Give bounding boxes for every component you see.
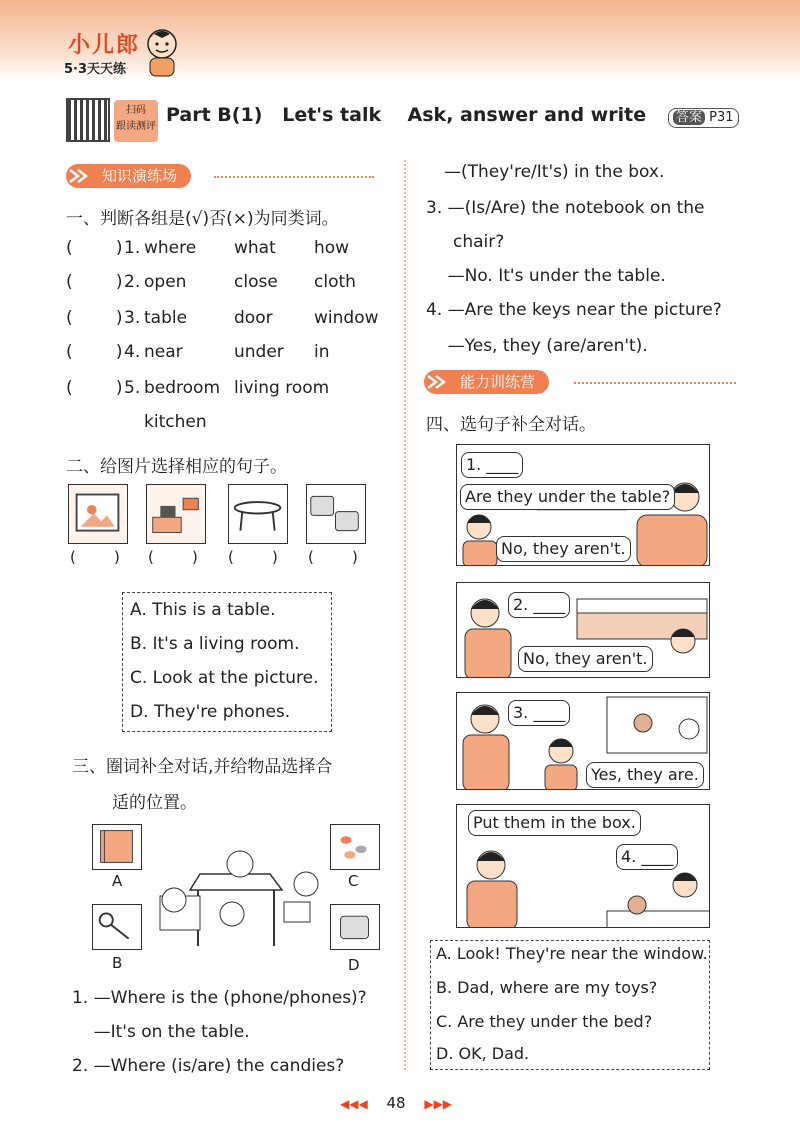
table-image xyxy=(228,484,288,544)
brand-subtitle: 5·3天天练 xyxy=(64,62,127,77)
q4-option-b: B. Dad, where are my toys? xyxy=(436,978,658,997)
q1-word: table xyxy=(144,308,188,328)
label-b: B xyxy=(112,954,123,972)
q3-title-line2: 适的位置。 xyxy=(112,793,197,813)
q1-word: cloth xyxy=(314,272,356,292)
q4-option-a: A. Look! They're near the window. xyxy=(436,944,708,963)
qr-code-icon[interactable] xyxy=(66,98,110,142)
q1-row5-continuation: kitchen xyxy=(144,412,207,432)
q3-item-3-cont: chair? xyxy=(426,232,505,252)
q1-title: 一、判断各组是(√)否(×)为同类词。 xyxy=(66,209,339,229)
q2-blank-2[interactable]: ( ) xyxy=(148,548,198,566)
q2-option-a: A. This is a table. xyxy=(130,600,276,620)
scene-1-answer: No, they aren't. xyxy=(496,536,631,562)
q3-title-line1: 三、圈词补全对话,并给物品选择合 xyxy=(72,757,333,777)
q3-item-3: 3. —(Is/Are) the notebook on the xyxy=(426,198,705,218)
q1-word: near xyxy=(144,342,183,362)
double-arrow-icon xyxy=(424,372,452,392)
scene-1-question: Are they under the table? xyxy=(460,484,675,510)
column-divider xyxy=(404,160,406,1070)
living-room-icon xyxy=(147,485,204,542)
phone-image xyxy=(330,904,380,950)
scene-2-blank[interactable]: 2. ____ xyxy=(508,592,570,618)
q4-option-c: C. Are they under the bed? xyxy=(436,1012,653,1031)
answer-page: P31 xyxy=(709,110,734,125)
notebook-icon xyxy=(93,825,140,868)
scan-label-line2: 跟读测评 xyxy=(116,121,156,132)
next-arrows-icon: ▶▶▶ xyxy=(424,1097,453,1111)
answer-label: 答案 xyxy=(673,110,705,125)
q1-item-number: 3. xyxy=(124,308,141,328)
q1-word: door xyxy=(234,308,273,328)
page-title: Part B(1) Let's talk Ask, answer and write xyxy=(166,104,647,126)
q1-answer-blank[interactable]: ( ) xyxy=(66,342,123,362)
answer-reference xyxy=(668,108,739,128)
page-number: 48 xyxy=(386,1094,406,1112)
scene-4-instruction: Put them in the box. xyxy=(468,810,641,836)
scan-label-line1: 扫码 xyxy=(126,105,146,116)
label-c: C xyxy=(348,872,359,890)
q1-answer-blank[interactable]: ( ) xyxy=(66,272,123,292)
q1-item-number: 1. xyxy=(124,238,141,258)
q1-word: close xyxy=(234,272,278,292)
q2-option-c: C. Look at the picture. xyxy=(130,668,319,688)
scene-4-blank[interactable]: 4. ____ xyxy=(616,844,678,870)
q3-item-1: 1. —Where is the (phone/phones)? xyxy=(72,988,367,1008)
phone-icon xyxy=(331,905,378,948)
q4-option-d: D. OK, Dad. xyxy=(436,1044,530,1063)
scene-1-blank[interactable]: 1. ____ xyxy=(461,452,523,478)
candies-image xyxy=(330,824,380,870)
q1-word: what xyxy=(234,238,276,258)
q3-item-3-answer: —No. It's under the table. xyxy=(426,266,666,286)
q2-blank-4[interactable]: ( ) xyxy=(308,548,358,566)
brand-logo: 小儿郎 xyxy=(68,33,141,58)
q1-answer-blank[interactable]: ( ) xyxy=(66,308,123,328)
page-footer xyxy=(340,1094,452,1112)
label-a: A xyxy=(112,872,123,890)
key-icon xyxy=(93,905,140,948)
section-dotted-line xyxy=(574,382,736,384)
q3-item-4: 4. —Are the keys near the picture? xyxy=(426,300,722,320)
q1-word: under xyxy=(234,342,284,362)
table-icon xyxy=(229,485,286,542)
q1-word: living room xyxy=(234,378,330,398)
q1-word: open xyxy=(144,272,187,292)
notebook-image xyxy=(92,824,142,870)
q1-word: in xyxy=(314,342,330,362)
q2-option-d: D. They're phones. xyxy=(130,702,291,722)
q2-option-b: B. It's a living room. xyxy=(130,634,300,654)
scene-3-answer: Yes, they are. xyxy=(586,762,704,788)
scene-2-answer: No, they aren't. xyxy=(518,646,653,672)
scan-label[interactable] xyxy=(114,100,158,142)
q2-blank-3[interactable]: ( ) xyxy=(228,548,278,566)
section-dotted-line xyxy=(214,176,374,178)
q2-blank-1[interactable]: ( ) xyxy=(70,548,120,566)
q1-word: where xyxy=(144,238,197,258)
label-d: D xyxy=(348,956,360,974)
q1-word: bedroom xyxy=(144,378,221,398)
q1-answer-blank[interactable]: ( ) xyxy=(66,378,123,398)
q1-word: window xyxy=(314,308,379,328)
q1-word: how xyxy=(314,238,350,258)
q1-item-number: 2. xyxy=(124,272,141,292)
section-badge-label: 能力训练营 xyxy=(460,373,536,391)
q1-answer-blank[interactable]: ( ) xyxy=(66,238,123,258)
prev-arrows-icon: ◀◀◀ xyxy=(340,1097,368,1111)
q3-item-1-answer: —It's on the table. xyxy=(72,1022,250,1042)
keys-image xyxy=(92,904,142,950)
scene-3-blank[interactable]: 3. ____ xyxy=(508,700,570,726)
living-room-image xyxy=(146,484,206,544)
section-badge-label: 知识演练场 xyxy=(102,167,178,185)
q3-item-2: 2. —Where (is/are) the candies? xyxy=(72,1056,345,1076)
mascot-icon xyxy=(140,26,184,78)
q3-item-2-answer: —(They're/It's) in the box. xyxy=(444,162,665,182)
q1-item-number: 5. xyxy=(124,378,141,398)
picture-icon xyxy=(69,485,126,542)
q4-title: 四、选句子补全对话。 xyxy=(426,415,596,435)
phones-image xyxy=(306,484,366,544)
double-arrow-icon xyxy=(66,166,94,186)
q1-item-number: 4. xyxy=(124,342,141,362)
picture-frame-image xyxy=(68,484,128,544)
q3-item-4-answer: —Yes, they (are/aren't). xyxy=(426,336,648,356)
phone-icon xyxy=(307,485,364,542)
q2-title: 二、给图片选择相应的句子。 xyxy=(66,457,287,477)
room-scene-illustration xyxy=(150,846,330,956)
candy-icon xyxy=(331,825,378,868)
